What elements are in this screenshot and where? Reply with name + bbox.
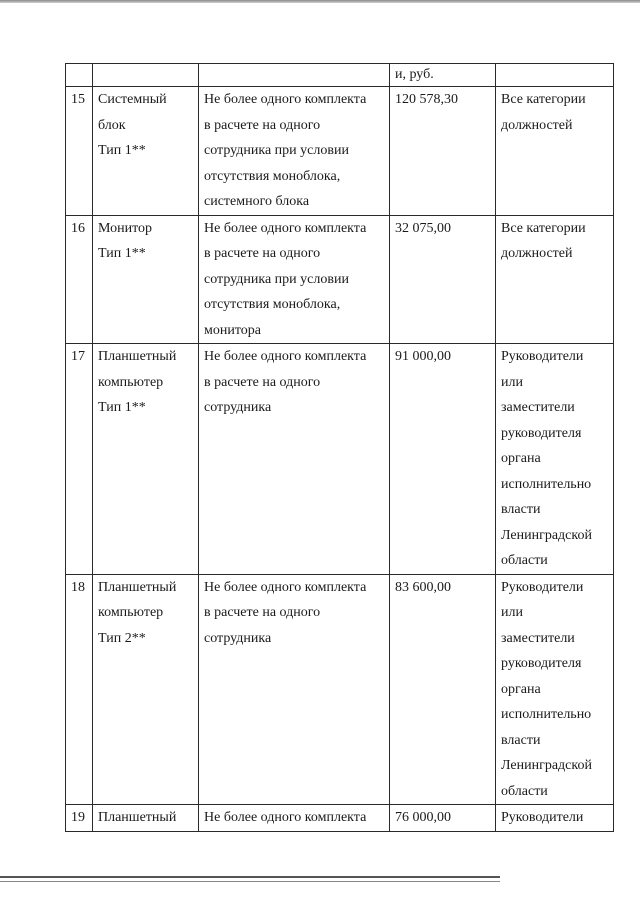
header-cell-norm (199, 64, 390, 87)
item-category: Руководители или заместители руководителя органа исполнительно власти Ленинградской области (496, 344, 614, 575)
row-number: 19 (66, 805, 93, 832)
item-price: 32 075,00 (390, 215, 496, 344)
scan-top-edge (0, 0, 640, 3)
table-row (66, 87, 614, 216)
item-category: Руководители (496, 805, 614, 832)
table-row (66, 805, 614, 832)
item-price: 120 578,30 (390, 87, 496, 216)
table-row (66, 344, 614, 575)
item-price: 76 000,00 (390, 805, 496, 832)
item-norm: Не более одного комплекта в расчете на одного сотрудника (199, 574, 390, 805)
item-category: Все категории должностей (496, 215, 614, 344)
row-number: 18 (66, 574, 93, 805)
table-row (66, 574, 614, 805)
item-price: 91 000,00 (390, 344, 496, 575)
item-norm: Не более одного комплекта в расчете на одного сотрудника при условии отсутствия моноблока, системного блока (199, 87, 390, 216)
item-name: Планшетный (93, 805, 199, 832)
header-cell-num (66, 64, 93, 87)
row-number: 17 (66, 344, 93, 575)
equipment-norms-table (65, 63, 614, 832)
item-category: Руководители или заместители руководителя органа исполнительно власти Ленинградской области (496, 574, 614, 805)
header-cell-name (93, 64, 199, 87)
item-norm: Не более одного комплекта в расчете на одного сотрудника (199, 344, 390, 575)
item-name: Системный блок Тип 1** (93, 87, 199, 216)
table-row (66, 215, 614, 344)
row-number: 16 (66, 215, 93, 344)
item-norm: Не более одного комплекта (199, 805, 390, 832)
item-name: Планшетный компьютер Тип 2** (93, 574, 199, 805)
row-number: 15 (66, 87, 93, 216)
scan-bottom-rule-secondary (0, 881, 500, 882)
header-cell-category (496, 64, 614, 87)
item-name: Монитор Тип 1** (93, 215, 199, 344)
item-price: 83 600,00 (390, 574, 496, 805)
item-name: Планшетный компьютер Тип 1** (93, 344, 199, 575)
item-category: Все категории должностей (496, 87, 614, 216)
header-cell-price: и, руб. (390, 64, 496, 87)
scan-bottom-rule (0, 876, 500, 878)
table-header-continuation-row (66, 64, 614, 87)
item-norm: Не более одного комплекта в расчете на одного сотрудника при условии отсутствия моноблока, монитора (199, 215, 390, 344)
